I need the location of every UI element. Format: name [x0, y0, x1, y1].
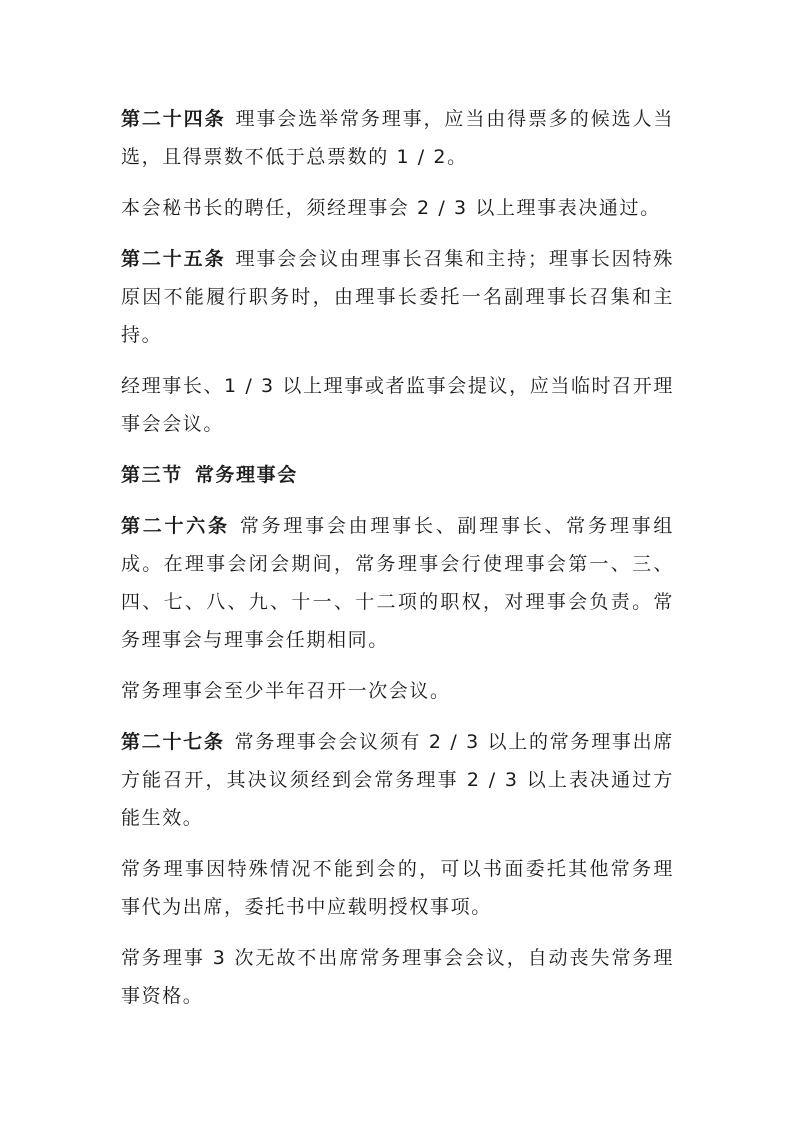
section-title: 常务理事会: [194, 464, 298, 486]
article-number: 第二十五条: [121, 248, 226, 270]
paragraph-absence-disqualification: 常务理事 3 次无故不出席常务理事会会议，自动丧失常务理事资格。: [121, 947, 674, 1007]
article-number: 第二十六条: [121, 515, 230, 537]
article-26: [121, 507, 674, 659]
paragraph-secretary-appointment: 本会秘书长的聘任，须经理事会 2 / 3 以上理事表决通过。: [121, 197, 661, 219]
article-text: 理事会选举常务理事，应当由得票多的候选人当选，且得票数不低于总票数的 1 / 2。: [121, 108, 674, 168]
section-number: 第三节: [121, 464, 183, 486]
article-text: 常务理事会会议须有 2 / 3 以上的常务理事出席方能召开，其决议须经到会常务理事 2 / 3 以上表决通过方能生效。: [121, 731, 674, 829]
article-text: 理事会会议由理事长召集和主持；理事长因特殊原因不能履行职务时，由理事长委托一名副理事长召集和主持。: [121, 248, 674, 346]
article-24: [121, 100, 674, 176]
document-body: [121, 100, 674, 1028]
article-27: [121, 723, 674, 837]
paragraph-meeting-frequency: 常务理事会至少半年召开一次会议。: [121, 680, 451, 702]
paragraph-interim-meeting: 经理事长、1 / 3 以上理事或者监事会提议，应当临时召开理事会会议。: [121, 375, 674, 435]
article-number: 第二十七条: [121, 731, 225, 753]
article-25: [121, 240, 674, 354]
article-number: 第二十四条: [121, 108, 226, 130]
section-heading: [121, 456, 674, 494]
article-text: 常务理事会由理事长、副理事长、常务理事组成。在理事会闭会期间，常务理事会行使理事会第一、三、四、七、八、九、十一、十二项的职权，对理事会负责。常务理事会与理事会任期相同。: [121, 515, 674, 651]
paragraph-proxy-attendance: 常务理事因特殊情况不能到会的，可以书面委托其他常务理事代为出席，委托书中应载明授权事项。: [121, 858, 674, 918]
